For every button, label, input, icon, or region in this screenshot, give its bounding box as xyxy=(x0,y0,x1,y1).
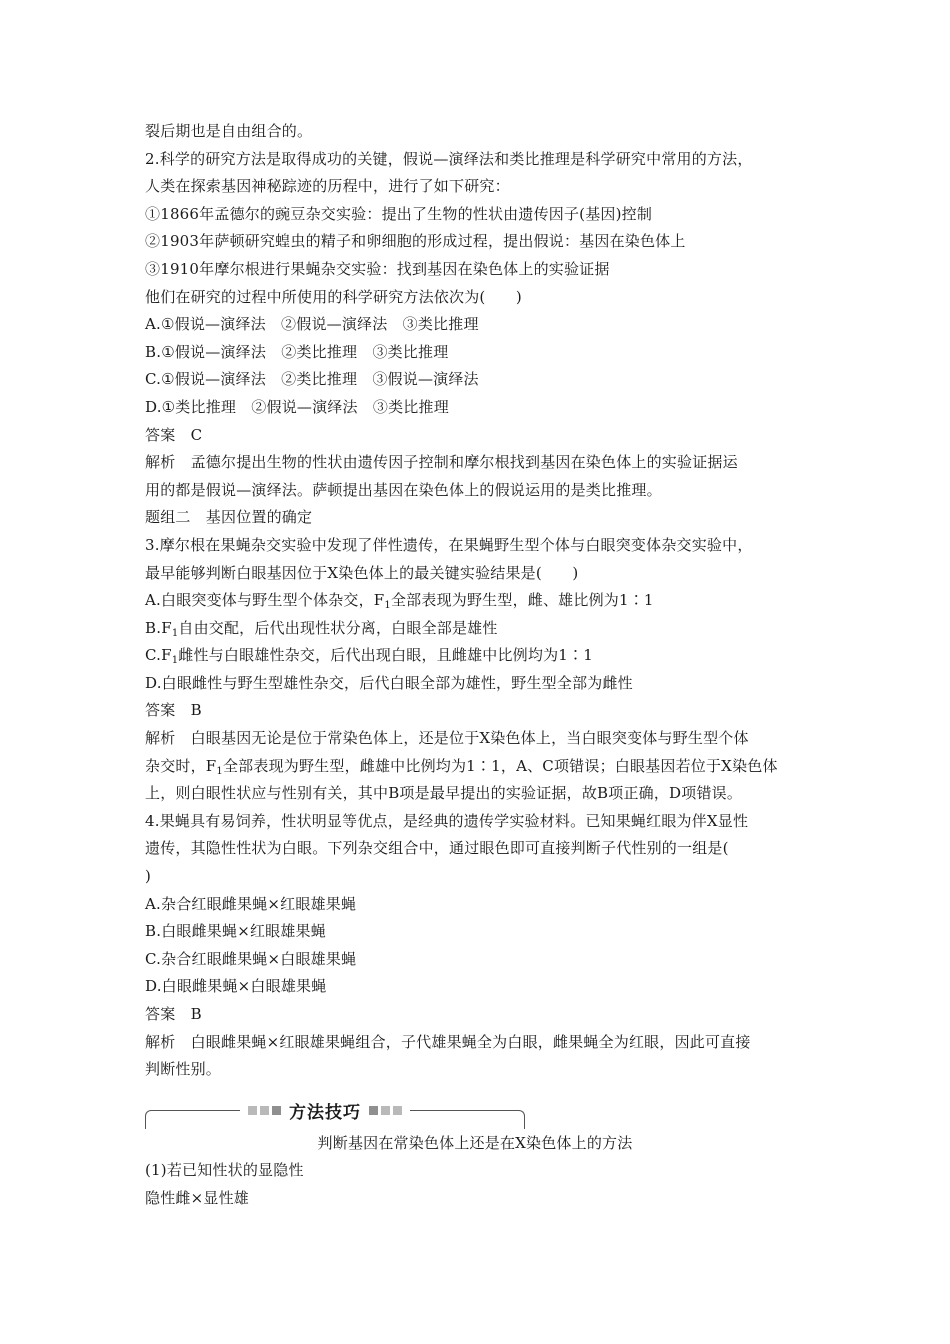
subscript: 1 xyxy=(171,655,179,667)
question-4-stem: 4.果蝇具有易饲养，性状明显等优点，是经典的遗传学实验材料。已知果蝇红眼为伴X显性 xyxy=(145,811,749,830)
question-4-option-c: C.杂合红眼雌果蝇×白眼雄果蝇 xyxy=(145,949,357,968)
question-3-explanation: 解析 白眼基因无论是位于常染色体上，还是位于X染色体上，当白眼突变体与野生型个体 xyxy=(145,729,749,748)
question-2-stem: 2.科学的研究方法是取得成功的关键，假说—演绎法和类比推理是科学研究中常用的方法， xyxy=(145,149,753,168)
question-2-option-a: A.①假说—演绎法 ②假说—演绎法 ③类比推理 xyxy=(145,315,479,334)
question-4-stem: ) xyxy=(145,867,152,886)
question-3-explanation: 上，则白眼性状应与性别有关，其中B项是最早提出的实验证据，故B项正确，D项错误。 xyxy=(145,784,743,803)
question-2-item: ③1910年摩尔根进行果蝇杂交实验：找到基因在染色体上的实验证据 xyxy=(145,259,610,278)
question-3-stem: 最早能够判断白眼基因位于X染色体上的最关键实验结果是( ) xyxy=(145,563,579,582)
question-3-stem: 3.摩尔根在果蝇杂交实验中发现了伴性遗传，在果蝇野生型个体与白眼突变体杂交实验中， xyxy=(145,535,753,554)
question-4-answer: 答案 B xyxy=(145,1005,202,1023)
question-4-option-d: D.白眼雌果蝇×白眼雄果蝇 xyxy=(145,977,327,996)
method-heading: 判断基因在常染色体上还是在X染色体上的方法 xyxy=(317,1133,633,1152)
question-2-stem: 人类在探索基因神秘踪迹的历程中，进行了如下研究： xyxy=(145,177,510,196)
question-2-prompt: 他们在研究的过程中所使用的科学研究方法依次为( ) xyxy=(145,287,522,306)
question-4-stem: 遗传，其隐性性状为白眼。下列杂交组合中，通过眼色即可直接判断子代性别的一组是( xyxy=(145,839,729,858)
text-fragment: 全部表现为野生型，雌、雄比例为1∶1 xyxy=(390,591,654,610)
subscript: 1 xyxy=(216,765,223,777)
question-3-option-b xyxy=(145,615,815,643)
question-3-answer: 答案 B xyxy=(145,701,202,720)
question-4-explanation: 解析 白眼雌果蝇×红眼雄果蝇组合，子代雄果蝇全为白眼，雌果蝇全为红眼，因此可直接 xyxy=(145,1032,751,1051)
text-fragment: B.F xyxy=(145,618,172,637)
question-3-option-d: D.白眼雌性与野生型雄性杂交，后代白眼全部为雄性，野生型全部为雌性 xyxy=(145,673,633,692)
text-fragment: 全部表现为野生型，雌雄中比例均为1∶1，A、C项错误；白眼基因若位于X染色体 xyxy=(222,756,778,775)
question-3-explanation xyxy=(145,753,815,781)
squares-decoration-icon xyxy=(369,1106,402,1115)
squares-decoration-icon xyxy=(248,1106,281,1115)
method-tips-banner xyxy=(145,1100,525,1130)
method-line: 隐性雌×显性雄 xyxy=(145,1188,249,1207)
subscript: 1 xyxy=(384,600,391,612)
document-body xyxy=(145,118,815,1213)
question-2-item: ②1903年萨顿研究蝗虫的精子和卵细胞的形成过程，提出假说：基因在染色体上 xyxy=(145,232,686,251)
text-fragment: 自由交配，后代出现性状分离，白眼全部是雄性 xyxy=(178,618,498,637)
text-block-top xyxy=(145,118,815,587)
section-heading: 题组二 基因位置的确定 xyxy=(145,508,313,527)
question-4-option-a: A.杂合红眼雌果蝇×红眼雄果蝇 xyxy=(145,894,357,913)
text-block-bottom xyxy=(145,780,815,1084)
method-line: (1)若已知性状的显隐性 xyxy=(145,1161,304,1180)
question-3-option-a xyxy=(145,587,815,615)
question-2-answer: 答案 C xyxy=(145,425,203,444)
banner-badge xyxy=(240,1100,410,1122)
question-2-option-b: B.①假说—演绎法 ②类比推理 ③类比推理 xyxy=(145,342,449,361)
question-2-option-d: D.①类比推理 ②假说—演绎法 ③类比推理 xyxy=(145,397,449,416)
text-line: 裂后期也是自由组合的。 xyxy=(145,122,313,140)
subscript: 1 xyxy=(171,627,179,639)
question-3-option-c xyxy=(145,642,815,670)
question-4-explanation: 判断性别。 xyxy=(145,1060,222,1079)
question-2-option-c: C.①假说—演绎法 ②类比推理 ③假说—演绎法 xyxy=(145,370,479,389)
text-fragment: A.白眼突变体与野生型个体杂交，F xyxy=(145,591,385,610)
text-fragment: 雌性与白眼雄性杂交，后代出现白眼，且雌雄中比例均为1∶1 xyxy=(178,646,593,665)
method-title: 方法技巧 xyxy=(289,1103,361,1124)
question-4-option-b: B.白眼雌果蝇×红眼雄果蝇 xyxy=(145,922,326,941)
text-fragment: 杂交时，F xyxy=(145,756,217,775)
question-2-item: ①1866年孟德尔的豌豆杂交实验：提出了生物的性状由遗传因子(基因)控制 xyxy=(145,204,653,223)
question-2-explanation: 用的都是假说—演绎法。萨顿提出基因在染色体上的假说运用的是类比推理。 xyxy=(145,480,662,499)
question-2-explanation: 解析 孟德尔提出生物的性状由遗传因子控制和摩尔根找到基因在染色体上的实验证据运 xyxy=(145,453,738,472)
text-fragment: C.F xyxy=(145,646,172,665)
